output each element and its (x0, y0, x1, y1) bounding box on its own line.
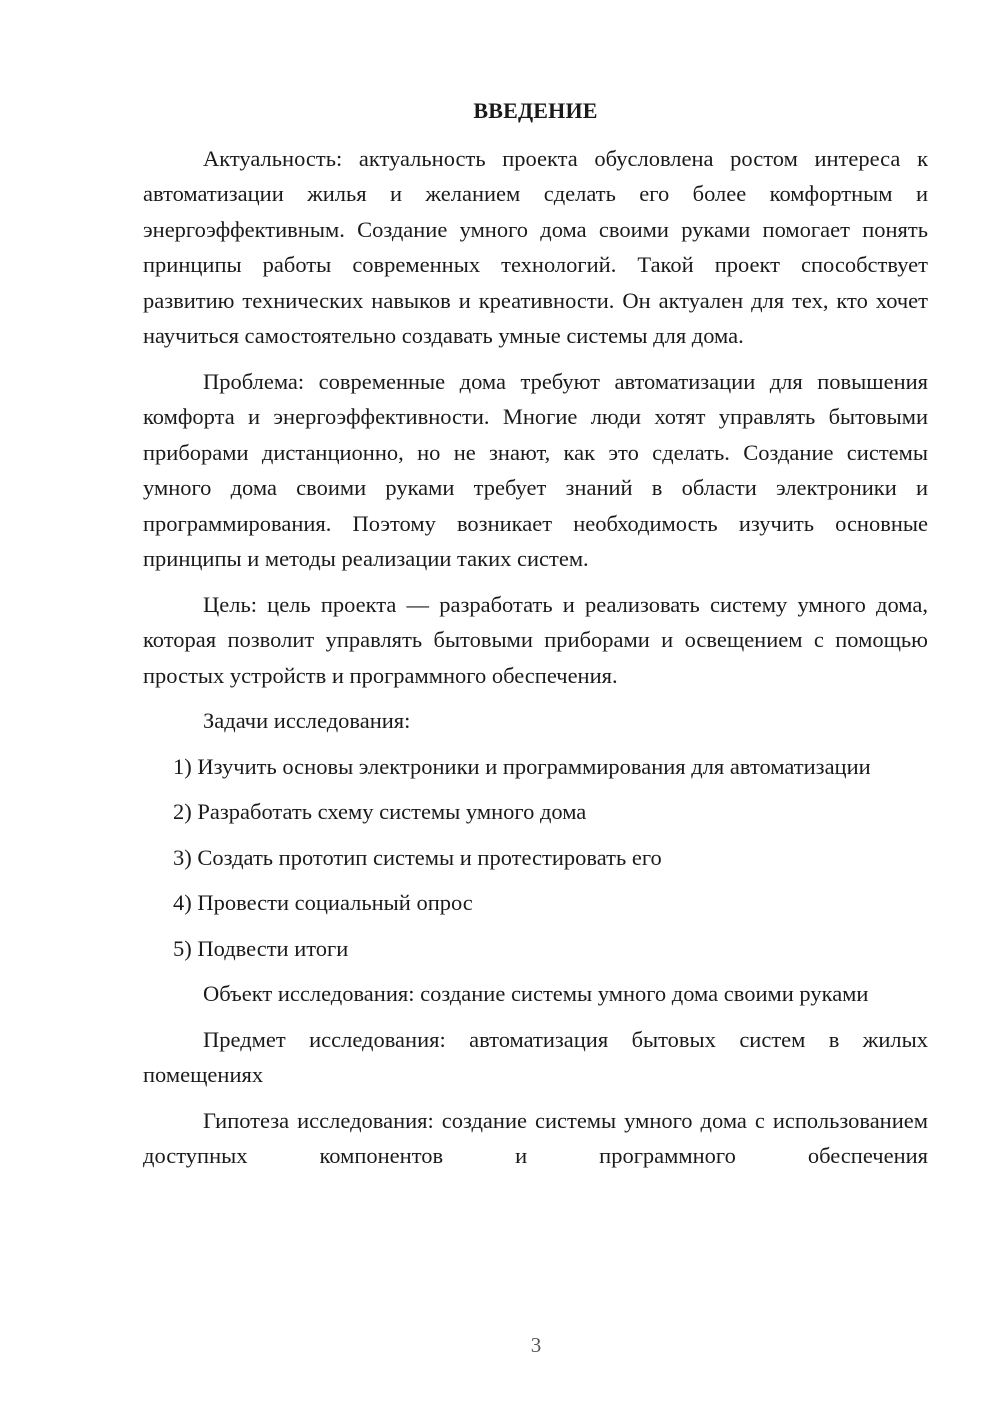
tasks-header: Задачи исследования: (203, 708, 411, 733)
task-item: 5) Подвести итоги (173, 935, 349, 961)
task-item: 2) Разработать схему системы умного дома (173, 799, 587, 824)
paragraph-relevance: Актуальность: актуальность проекта обусловлена ростом интереса к автоматизации жилья и желанием сделать его более комфортным и энергоэффективным. Создание умного дома своими руками помогает понять принципы работы современных технологий. Такой проект способствует развитию технических навыков и креативности. Он актуален для тех, кто хочет научиться самостоятельно создавать умные системы для дома. (143, 145, 928, 348)
paragraph-hypothesis: Гипотеза исследования: создание системы умного дома с использованием доступных компонентов и программного обеспечения (143, 1107, 928, 1168)
task-item: 3) Создать прототип системы и протестировать его (173, 844, 662, 870)
task-item: 1) Изучить основы электроники и программирования для автоматизации (173, 753, 871, 779)
page-number: 3 (530, 1333, 542, 1357)
paragraph-object: Объект исследования: создание системы умного дома своими руками (203, 981, 869, 1006)
task-item: 4) Провести социальный опрос (173, 890, 473, 915)
section-title: ВВЕДЕНИЕ (473, 98, 598, 123)
paragraph-goal: Цель: цель проекта — разработать и реализовать систему умного дома, которая позволит управлять бытовыми приборами и освещением с помощью простых устройств и программного обеспечения. (143, 591, 928, 688)
paragraph-subject: Предмет исследования: автоматизация бытовых систем в жилых помещениях (143, 1026, 928, 1087)
page-content (143, 93, 928, 1184)
paragraph-problem: Проблема: современные дома требуют автоматизации для повышения комфорта и энергоэффективности. Многие люди хотят управлять бытовыми приборами дистанционно, но не знают, как это сделать. Создание системы умного дома своими руками требует знаний в области электроники и программирования. Поэтому возникает необходимость изучить основные принципы и методы реализации таких систем. (143, 368, 928, 571)
